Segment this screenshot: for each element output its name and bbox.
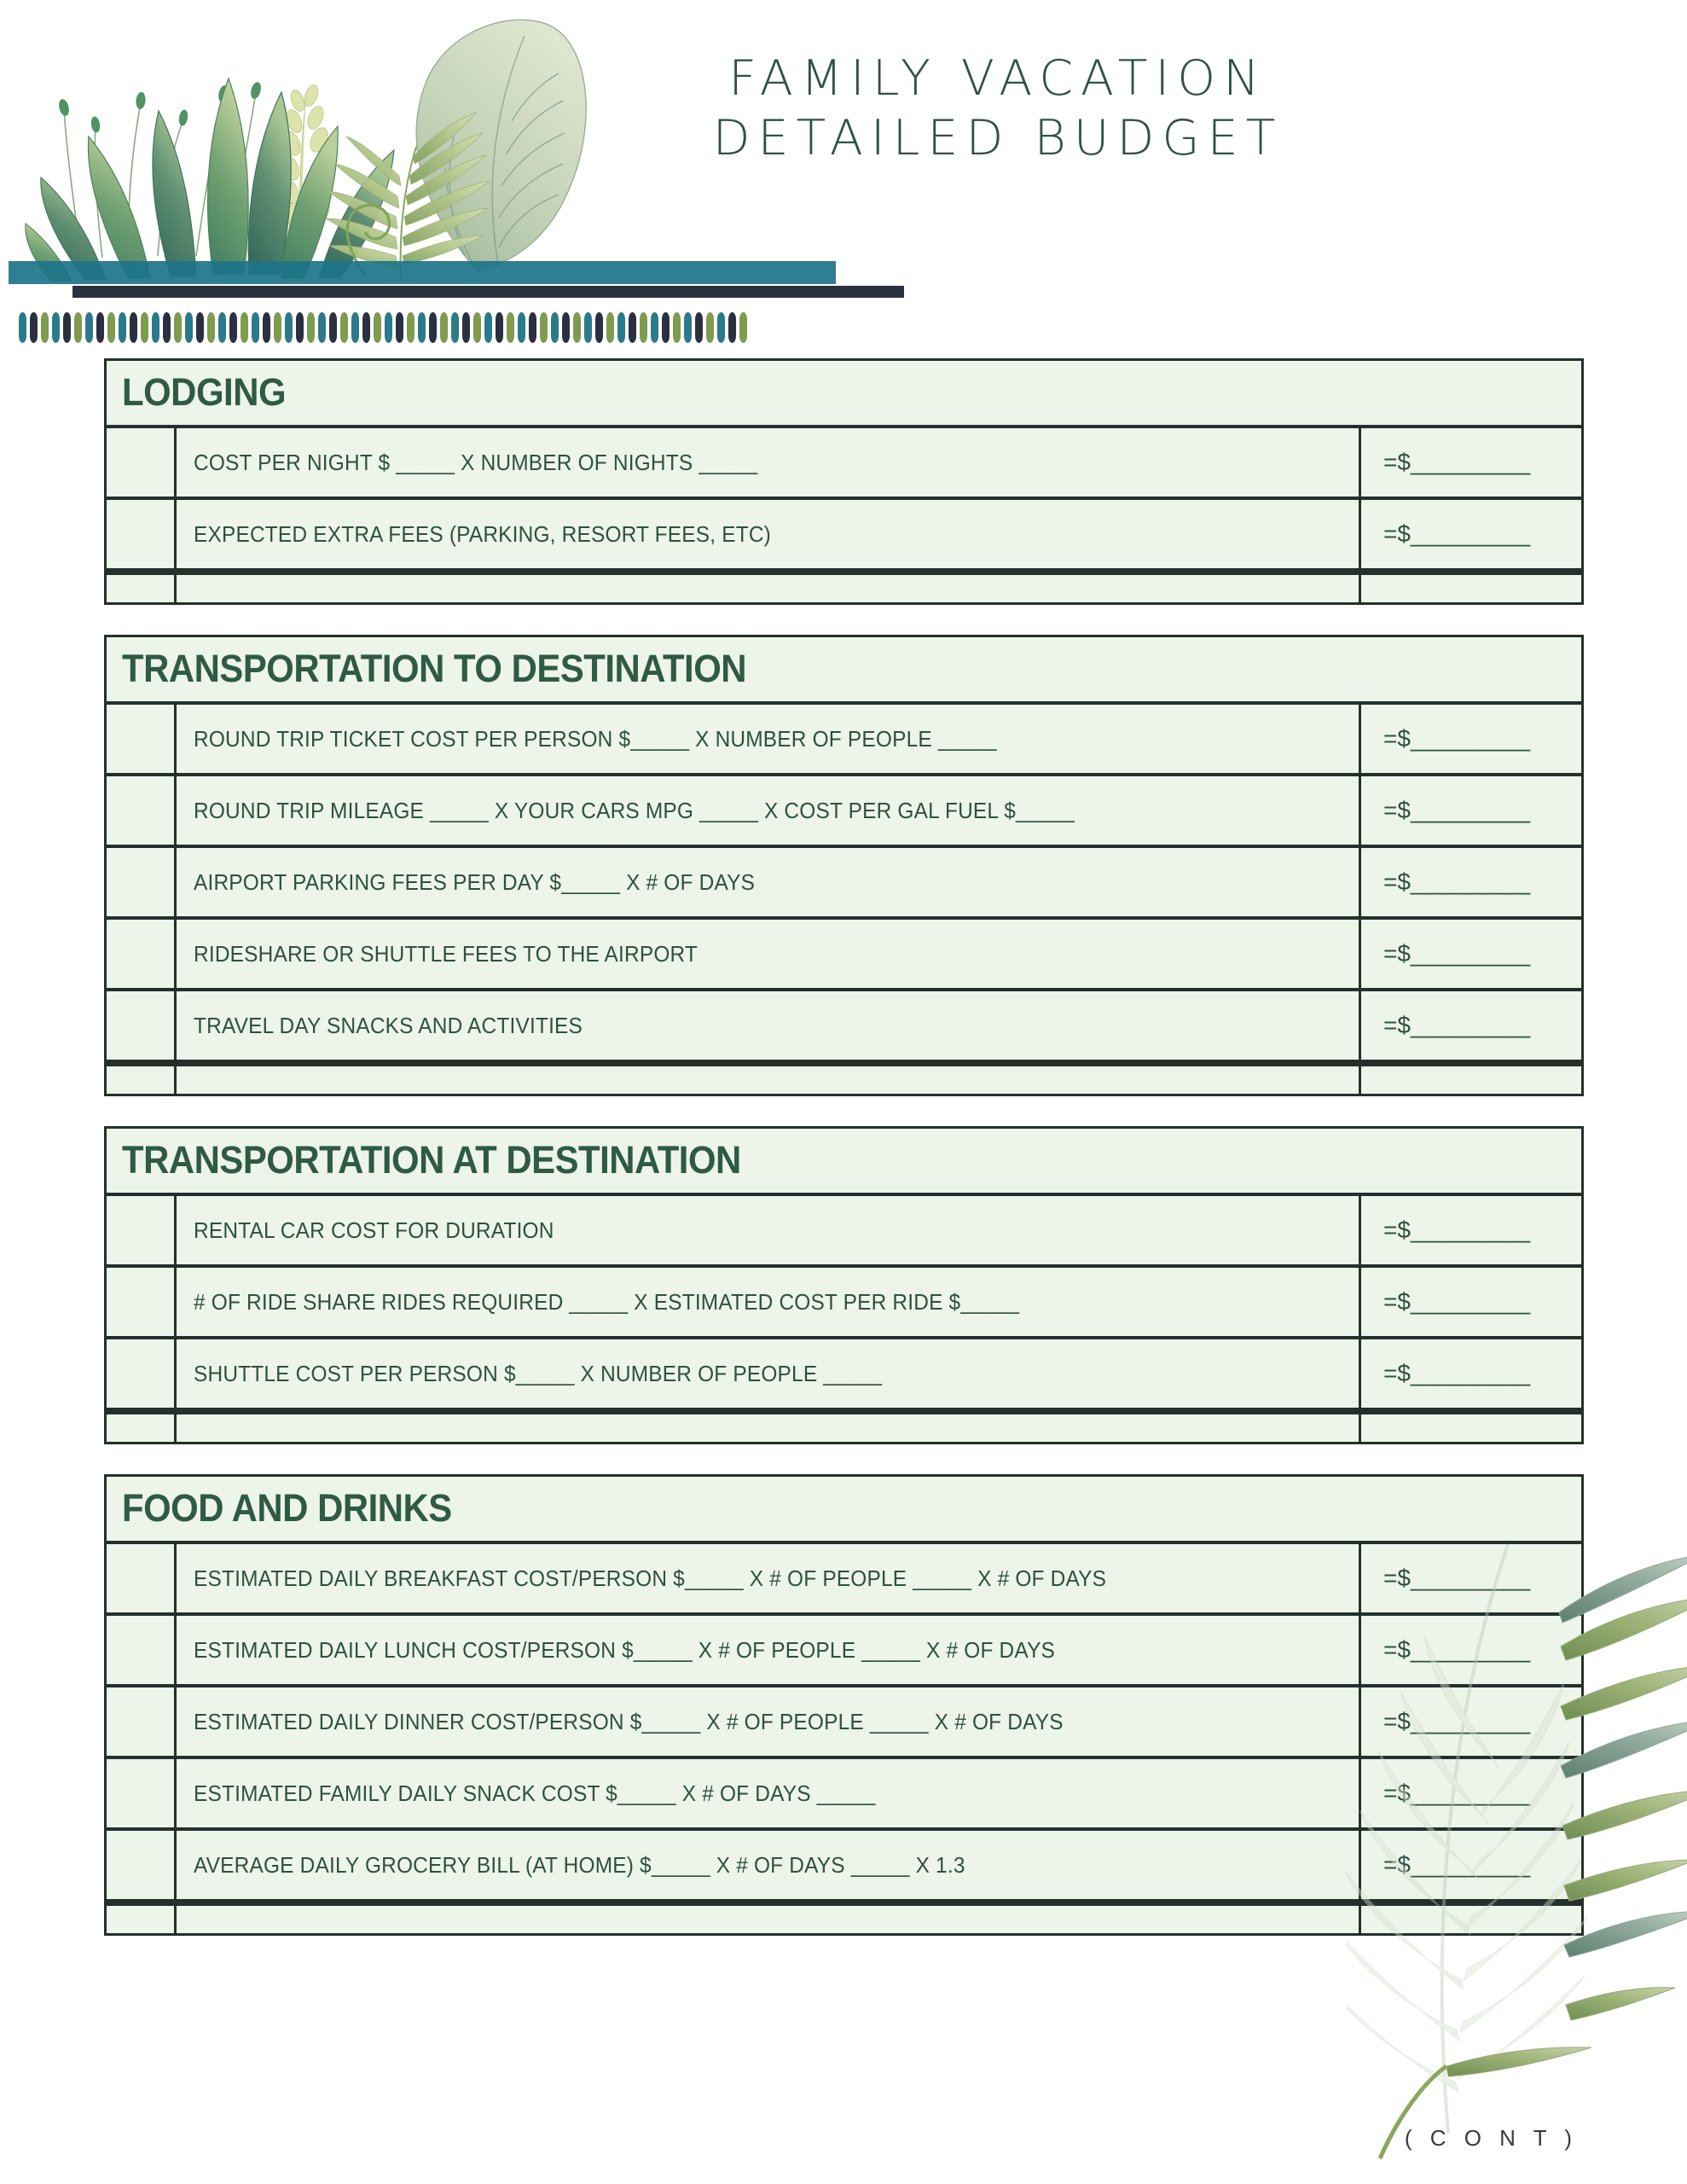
dash-ornament xyxy=(329,312,337,343)
row-amount-text: =$_________ xyxy=(1383,868,1531,895)
row-label-cell xyxy=(177,1066,1361,1094)
dash-ornament xyxy=(407,312,415,343)
dash-ornament xyxy=(651,312,658,343)
budget-row xyxy=(107,1544,1581,1616)
dash-ornament xyxy=(96,312,104,343)
row-gutter xyxy=(107,920,177,988)
dash-ornament xyxy=(318,312,326,343)
row-label-cell[interactable] xyxy=(177,500,1361,568)
row-amount-cell xyxy=(1361,575,1581,602)
dash-ornament xyxy=(507,312,514,343)
dash-ornament xyxy=(152,312,159,343)
row-amount-cell[interactable] xyxy=(1361,1831,1581,1899)
dash-ornament xyxy=(551,312,559,343)
row-amount-cell[interactable] xyxy=(1361,776,1581,845)
row-amount-text: =$_________ xyxy=(1383,449,1531,475)
dash-ornament xyxy=(429,312,437,343)
section-header xyxy=(107,1477,1581,1544)
row-gutter xyxy=(107,1831,177,1899)
row-gutter xyxy=(107,1268,177,1336)
budget-section xyxy=(104,1126,1584,1444)
row-label-cell xyxy=(177,575,1361,602)
dash-ornament xyxy=(418,312,426,343)
dash-ornament xyxy=(362,312,370,343)
row-label-text: RIDESHARE OR SHUTTLE FEES TO THE AIRPORT xyxy=(194,940,699,967)
title-line-2: DETAILED BUDGET xyxy=(712,109,1284,166)
dash-ornament xyxy=(119,312,126,343)
dash-ornament xyxy=(74,312,82,343)
dash-ornament xyxy=(285,312,293,343)
row-amount-text: =$_________ xyxy=(1383,1360,1531,1386)
section-title: LODGING xyxy=(122,370,287,414)
dash-ornament xyxy=(673,312,681,343)
budget-sheet xyxy=(104,358,1584,1966)
dash-ornament xyxy=(196,312,204,343)
dash-ornament xyxy=(706,312,714,343)
budget-row xyxy=(107,1687,1581,1759)
row-label-cell[interactable] xyxy=(177,1759,1361,1827)
dash-ornament xyxy=(30,312,38,343)
row-amount-text: =$_________ xyxy=(1383,725,1531,752)
row-label-cell[interactable] xyxy=(177,920,1361,988)
section-footer-strip xyxy=(107,1411,1581,1442)
dash-ornament xyxy=(174,312,182,343)
budget-row xyxy=(107,848,1581,920)
dash-ornament xyxy=(640,312,647,343)
row-label-cell[interactable] xyxy=(177,1339,1361,1408)
section-title: TRANSPORTATION TO DESTINATION xyxy=(122,647,747,690)
dash-ornament xyxy=(385,312,392,343)
row-amount-cell[interactable] xyxy=(1361,1759,1581,1827)
row-gutter xyxy=(107,1906,177,1933)
row-amount-text: =$_________ xyxy=(1383,1636,1531,1663)
row-gutter xyxy=(107,500,177,568)
budget-section xyxy=(104,1474,1584,1936)
row-label-cell[interactable] xyxy=(177,428,1361,497)
row-gutter xyxy=(107,705,177,773)
dash-ornament xyxy=(617,312,625,343)
row-amount-cell[interactable] xyxy=(1361,500,1581,568)
row-amount-text: =$_________ xyxy=(1383,1565,1531,1591)
dash-ornament xyxy=(351,312,359,343)
row-label-text: TRAVEL DAY SNACKS AND ACTIVITIES xyxy=(194,1012,583,1038)
row-label-text: ROUND TRIP MILEAGE _____ X YOUR CARS MPG _____ X COST PER GAL FUEL $_____ xyxy=(194,797,1075,823)
dash-ornament xyxy=(584,312,592,343)
row-label-cell[interactable] xyxy=(177,1831,1361,1899)
budget-row xyxy=(107,1616,1581,1687)
section-header xyxy=(107,1129,1581,1196)
section-footer-strip xyxy=(107,1902,1581,1933)
dash-ornament xyxy=(717,312,725,343)
budget-row xyxy=(107,705,1581,776)
dash-ornament xyxy=(130,312,137,343)
dash-ornament xyxy=(573,312,581,343)
dash-ornament xyxy=(274,312,281,343)
dash-ornament xyxy=(252,312,259,343)
row-label-cell xyxy=(177,1414,1361,1442)
dash-ornament xyxy=(529,312,536,343)
section-title: TRANSPORTATION AT DESTINATION xyxy=(122,1138,741,1182)
budget-row xyxy=(107,920,1581,991)
row-label-cell[interactable] xyxy=(177,776,1361,845)
row-label-text: ESTIMATED DAILY DINNER COST/PERSON $_____ X # OF PEOPLE _____ X # OF DAYS xyxy=(194,1708,1064,1734)
budget-row xyxy=(107,991,1581,1063)
dash-ornament xyxy=(263,312,270,343)
dash-ornament-row xyxy=(19,312,931,343)
budget-row xyxy=(107,776,1581,848)
dash-ornament xyxy=(19,312,26,343)
row-amount-cell[interactable] xyxy=(1361,1616,1581,1684)
row-gutter xyxy=(107,776,177,845)
section-header xyxy=(107,361,1581,428)
row-label-cell[interactable] xyxy=(177,1616,1361,1684)
row-label-cell[interactable] xyxy=(177,705,1361,773)
row-label-cell[interactable] xyxy=(177,848,1361,916)
budget-row xyxy=(107,500,1581,572)
row-gutter xyxy=(107,1687,177,1756)
page-header xyxy=(0,0,1687,358)
dash-ornament xyxy=(473,312,481,343)
row-amount-cell[interactable] xyxy=(1361,848,1581,916)
row-label-text: SHUTTLE COST PER PERSON $_____ X NUMBER OF PEOPLE _____ xyxy=(194,1360,883,1386)
dash-ornament xyxy=(241,312,248,343)
row-amount-text: =$_________ xyxy=(1383,1288,1531,1315)
dash-ornament xyxy=(562,312,570,343)
row-amount-cell[interactable] xyxy=(1361,705,1581,773)
row-label-text: AIRPORT PARKING FEES PER DAY $_____ X # OF DAYS xyxy=(194,868,756,895)
row-amount-cell[interactable] xyxy=(1361,1339,1581,1408)
row-amount-cell[interactable] xyxy=(1361,1687,1581,1756)
dash-ornament xyxy=(207,312,215,343)
dash-ornament xyxy=(107,312,115,343)
row-amount-text: =$_________ xyxy=(1383,940,1531,967)
dash-ornament xyxy=(451,312,459,343)
row-gutter xyxy=(107,1414,177,1442)
budget-row xyxy=(107,1831,1581,1902)
budget-section xyxy=(104,358,1584,605)
row-label-text: RENTAL CAR COST FOR DURATION xyxy=(194,1217,554,1243)
title-line-1: FAMILY VACATION xyxy=(728,50,1267,107)
row-amount-cell[interactable] xyxy=(1361,920,1581,988)
section-header xyxy=(107,637,1581,705)
dash-ornament xyxy=(307,312,315,343)
row-label-cell[interactable] xyxy=(177,1687,1361,1756)
dash-ornament xyxy=(218,312,226,343)
row-label-text: # OF RIDE SHARE RIDES REQUIRED _____ X ESTIMATED COST PER RIDE $_____ xyxy=(194,1288,1020,1315)
continued-footer: ( C O N T ) xyxy=(1404,2125,1578,2151)
row-amount-text: =$_________ xyxy=(1383,1780,1531,1806)
row-amount-cell xyxy=(1361,1906,1581,1933)
row-amount-cell[interactable] xyxy=(1361,1544,1581,1612)
row-label-cell[interactable] xyxy=(177,1268,1361,1336)
budget-row xyxy=(107,1339,1581,1411)
dash-ornament xyxy=(41,312,49,343)
row-amount-cell[interactable] xyxy=(1361,428,1581,497)
row-label-cell xyxy=(177,1906,1361,1933)
row-amount-text: =$_________ xyxy=(1383,1708,1531,1734)
navy-divider-bar xyxy=(72,286,904,298)
row-gutter xyxy=(107,1759,177,1827)
dash-ornament xyxy=(141,312,148,343)
row-gutter xyxy=(107,848,177,916)
row-gutter xyxy=(107,1339,177,1408)
dash-ornament xyxy=(462,312,470,343)
dash-ornament xyxy=(684,312,692,343)
dash-ornament xyxy=(340,312,348,343)
row-amount-cell[interactable] xyxy=(1361,1196,1581,1264)
dash-ornament xyxy=(296,312,304,343)
row-amount-cell[interactable] xyxy=(1361,991,1581,1060)
dash-ornament xyxy=(85,312,93,343)
dash-ornament xyxy=(629,312,636,343)
budget-section xyxy=(104,635,1584,1096)
row-gutter xyxy=(107,575,177,602)
dash-ornament xyxy=(606,312,614,343)
row-label-cell[interactable] xyxy=(177,1544,1361,1612)
row-label-text: COST PER NIGHT $ _____ X NUMBER OF NIGHTS _____ xyxy=(194,449,758,475)
row-label-text: ROUND TRIP TICKET COST PER PERSON $_____ X NUMBER OF PEOPLE _____ xyxy=(194,725,997,752)
section-footer-strip xyxy=(107,1063,1581,1094)
row-gutter xyxy=(107,1196,177,1264)
row-gutter xyxy=(107,1544,177,1612)
dash-ornament xyxy=(540,312,548,343)
dash-ornament xyxy=(518,312,525,343)
botanical-illustration xyxy=(0,0,614,282)
row-amount-text: =$_________ xyxy=(1383,797,1531,823)
row-label-text: ESTIMATED DAILY LUNCH COST/PERSON $_____ X # OF PEOPLE _____ X # OF DAYS xyxy=(194,1636,1056,1663)
row-label-text: EXPECTED EXTRA FEES (PARKING, RESORT FEES, ETC) xyxy=(194,520,772,547)
row-amount-text: =$_________ xyxy=(1383,520,1531,547)
dash-ornament xyxy=(484,312,492,343)
dash-ornament xyxy=(63,312,71,343)
row-amount-cell xyxy=(1361,1066,1581,1094)
teal-divider-bar xyxy=(9,261,836,284)
row-label-cell[interactable] xyxy=(177,991,1361,1060)
section-title: FOOD AND DRINKS xyxy=(122,1486,452,1530)
row-label-cell[interactable] xyxy=(177,1196,1361,1264)
dash-ornament xyxy=(229,312,237,343)
dash-ornament xyxy=(52,312,60,343)
row-amount-text: =$_________ xyxy=(1383,1012,1531,1038)
budget-row xyxy=(107,1196,1581,1268)
dash-ornament xyxy=(595,312,603,343)
row-label-text: ESTIMATED FAMILY DAILY SNACK COST $_____ X # OF DAYS _____ xyxy=(194,1780,876,1806)
row-gutter xyxy=(107,991,177,1060)
row-gutter xyxy=(107,1066,177,1094)
row-label-text: AVERAGE DAILY GROCERY BILL (AT HOME) $_____ X # OF DAYS _____ X 1.3 xyxy=(194,1851,965,1878)
dash-ornament xyxy=(496,312,503,343)
section-footer-strip xyxy=(107,572,1581,602)
dash-ornament xyxy=(163,312,171,343)
dash-ornament xyxy=(662,312,670,343)
dash-ornament xyxy=(396,312,403,343)
row-gutter xyxy=(107,1616,177,1684)
row-amount-text: =$_________ xyxy=(1383,1851,1531,1878)
dash-ornament xyxy=(739,312,747,343)
dash-ornament xyxy=(374,312,381,343)
budget-row xyxy=(107,1268,1581,1339)
dash-ornament xyxy=(185,312,193,343)
row-amount-text: =$_________ xyxy=(1383,1217,1531,1243)
page-title xyxy=(648,49,1348,168)
budget-row xyxy=(107,1759,1581,1831)
dash-ornament xyxy=(440,312,448,343)
dash-ornament xyxy=(695,312,703,343)
row-label-text: ESTIMATED DAILY BREAKFAST COST/PERSON $_____ X # OF PEOPLE _____ X # OF DAYS xyxy=(194,1565,1107,1591)
row-amount-cell xyxy=(1361,1414,1581,1442)
budget-row xyxy=(107,428,1581,500)
row-gutter xyxy=(107,428,177,497)
dash-ornament xyxy=(728,312,736,343)
row-amount-cell[interactable] xyxy=(1361,1268,1581,1336)
